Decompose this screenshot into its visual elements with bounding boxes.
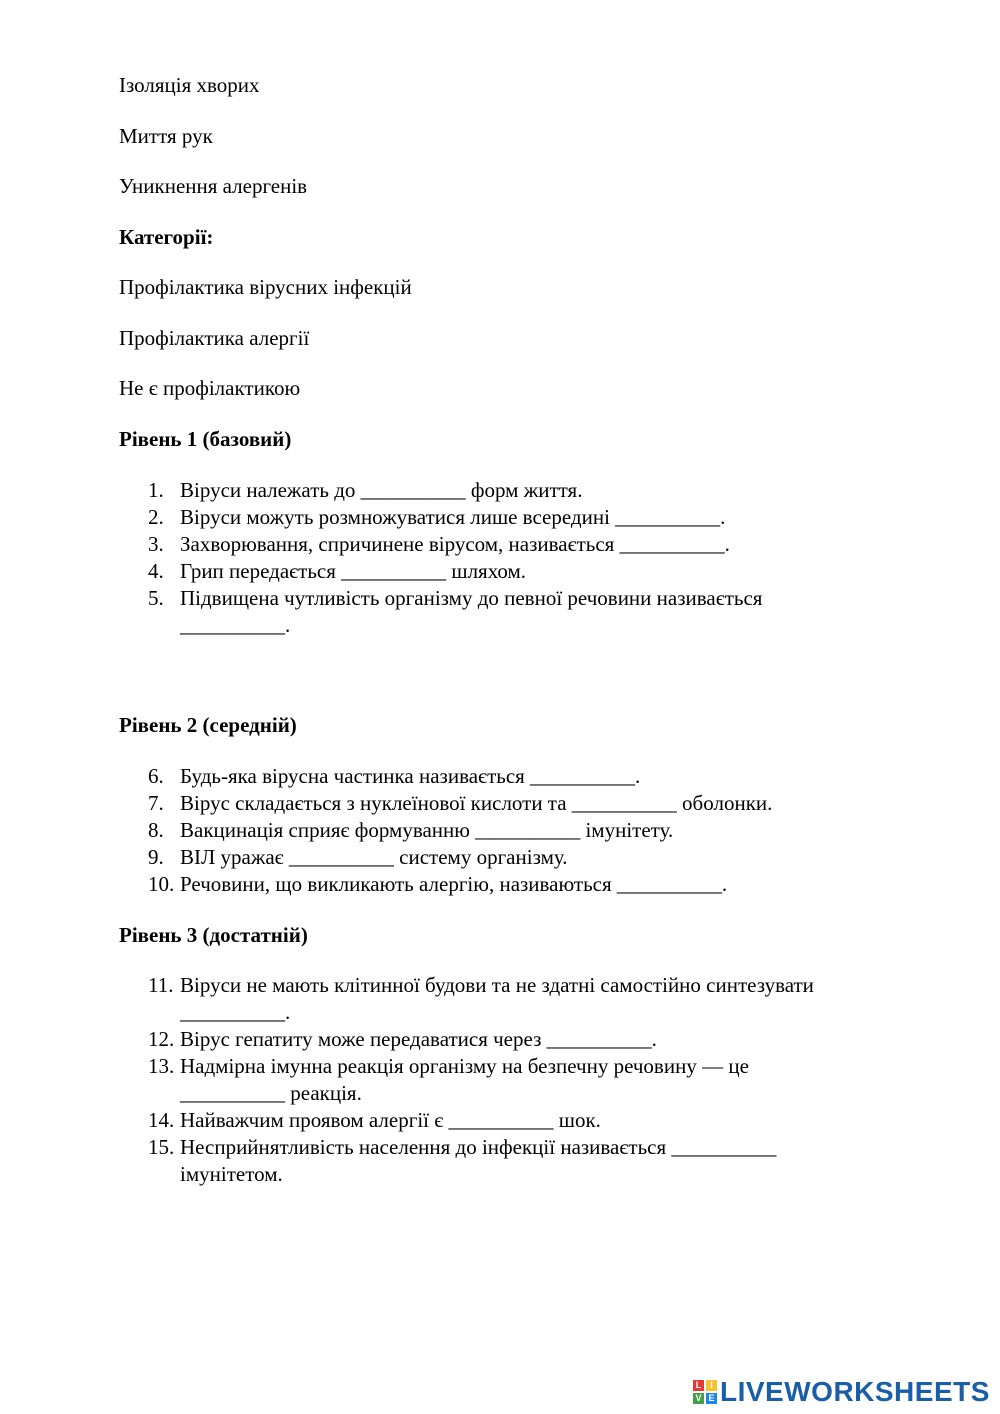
item-number: 1. — [148, 478, 164, 502]
list-item — [0, 1053, 1000, 1107]
list-item — [0, 972, 1000, 1026]
item-text: Несприйнятливість населення до інфекції називається __________ імунітетом. — [180, 1135, 777, 1186]
list-item — [0, 504, 1000, 531]
list-item — [0, 790, 1000, 817]
list-item — [0, 531, 1000, 558]
item-number: 4. — [148, 559, 164, 583]
categories-heading: Категорії: — [119, 225, 214, 249]
item-number: 2. — [148, 505, 164, 529]
level1-heading: Рівень 1 (базовий) — [119, 427, 292, 451]
item-text: Підвищена чутливість організму до певної речовини називається __________. — [180, 586, 763, 637]
item-text: Надмірна імунна реакція організму на безпечну речовину — це __________ реакція. — [180, 1054, 749, 1105]
list-item — [0, 558, 1000, 585]
list-item — [0, 477, 1000, 504]
item-number: 6. — [148, 764, 164, 788]
item-text: Будь-яка вірусна частинка називається __________. — [180, 764, 641, 788]
item-number: 3. — [148, 532, 164, 556]
item-text: Захворювання, спричинене вірусом, називається __________. — [180, 532, 730, 556]
level2-list — [0, 763, 1000, 898]
item-text: Віруси не мають клітинної будови та не здатні самостійно синтезувати __________. — [180, 973, 814, 1024]
item-text: Вакцинація сприяє формуванню __________ імунітету. — [180, 818, 674, 842]
logo-letter: E — [706, 1393, 717, 1404]
list-item — [0, 763, 1000, 790]
level3-list — [0, 972, 1000, 1188]
category-3: Не є профілактикою — [119, 376, 301, 400]
logo-letter: I — [706, 1380, 717, 1391]
liveworksheets-logo — [693, 1374, 990, 1410]
list-item — [0, 1026, 1000, 1053]
top-item-2: Миття рук — [119, 124, 213, 148]
item-number: 9. — [148, 845, 164, 869]
list-item — [0, 1107, 1000, 1134]
logo-icon — [693, 1380, 717, 1404]
item-text: ВІЛ уражає __________ систему організму. — [180, 845, 568, 869]
item-number: 11. — [148, 973, 174, 997]
list-item — [0, 1134, 1000, 1188]
logo-letter: L — [693, 1380, 704, 1391]
item-text: Віруси належать до __________ форм життя. — [180, 478, 583, 502]
top-item-3: Уникнення алергенів — [119, 174, 308, 198]
item-text: Найважчим проявом алергії є __________ шок. — [180, 1108, 601, 1132]
item-number: 8. — [148, 818, 164, 842]
item-text: Вірус складається з нуклеїнової кислоти та __________ оболонки. — [180, 791, 773, 815]
item-number: 10. — [148, 872, 175, 896]
level1-list — [0, 477, 1000, 639]
level2-heading: Рівень 2 (середній) — [119, 713, 297, 737]
item-number: 14. — [148, 1108, 175, 1132]
item-number: 7. — [148, 791, 164, 815]
level3-heading: Рівень 3 (достатній) — [119, 923, 308, 947]
list-item — [0, 817, 1000, 844]
item-text: Віруси можуть розмножуватися лише всередині __________. — [180, 505, 726, 529]
category-1: Профілактика вірусних інфекцій — [119, 275, 412, 299]
category-2: Профілактика алергії — [119, 326, 310, 350]
logo-letter: V — [693, 1393, 704, 1404]
item-text: Речовини, що викликають алергію, називаються __________. — [180, 872, 728, 896]
item-number: 13. — [148, 1054, 175, 1078]
list-item — [0, 844, 1000, 871]
list-item — [0, 871, 1000, 898]
item-number: 15. — [148, 1135, 175, 1159]
item-text: Вірус гепатиту може передаватися через __________. — [180, 1027, 657, 1051]
item-number: 5. — [148, 586, 164, 610]
logo-text: LIVEWORKSHEETS — [720, 1376, 990, 1407]
top-item-1: Ізоляція хворих — [119, 73, 260, 97]
item-number: 12. — [148, 1027, 175, 1051]
item-text: Грип передається __________ шляхом. — [180, 559, 527, 583]
list-item — [0, 585, 1000, 639]
